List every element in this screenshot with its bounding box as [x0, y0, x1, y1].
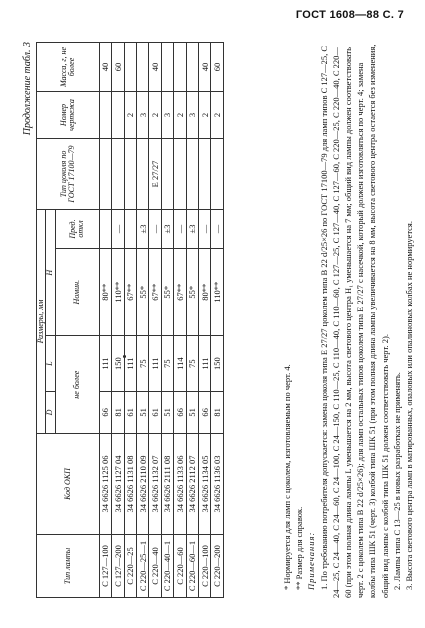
notes-block — [281, 42, 415, 598]
cell-type: С 220—60 — [174, 535, 186, 598]
cell-dev: ±3 — [161, 210, 173, 249]
cell-h: 55* — [161, 249, 173, 336]
cell-drawing — [99, 92, 111, 139]
table-row — [198, 43, 210, 598]
cell-mass: 40 — [149, 43, 161, 92]
cell-d: 61 — [149, 391, 161, 433]
col-nomin-header: Номин. — [55, 249, 99, 336]
cell-okp: 34 6626 1125 06 — [99, 434, 111, 535]
cell-type: С 220—25 — [124, 535, 136, 598]
cell-dev: — — [149, 210, 161, 249]
cell-l: 75 — [186, 336, 198, 391]
table-row — [124, 43, 136, 598]
cell-drawing — [112, 92, 124, 139]
cell-d: 66 — [99, 391, 111, 433]
cell-l: 111 — [99, 336, 111, 391]
cell-type: С 220—40 — [149, 535, 161, 598]
cell-base — [124, 139, 136, 210]
cell-base — [211, 139, 223, 210]
cell-type: С 220—40—1 — [161, 535, 173, 598]
cell-h: 67** — [149, 249, 161, 336]
cell-mass — [186, 43, 198, 92]
cell-okp: 34 6626 2110 09 — [136, 434, 148, 535]
cell-base — [99, 139, 111, 210]
cell-mass: 40 — [99, 43, 111, 92]
note-2: 2. Лампы типа С 13—25 в новых разработках не применять. — [391, 372, 402, 590]
col-sizes-header: Размеры, мм — [37, 210, 46, 434]
table-row — [211, 43, 223, 598]
note-1: 1. По требованию потребителя допускается: замена цоколя типа Е 27/27 цоколем типа В 22 d/25×26 по ГОСТ 17100—79 для ламп типов С 127—25, С 24—25, С 24—40, С 24—60, С 24—100, С 24—150, С 110—25, С 110—40, С 110—60, С 127—25, С 127—40, С 127—60, С 220—25, С 220—40, С 220—60 (при этом полная длина лампы L уменьшается на 2 мм, высота светового центра H₁ уменьшается на 7 мм; общий вид лампы должен соответствовать черт. 2 с цоколем типа В 22 d/25×26); для ламп остальных типов цоколем типа Е 27/27 с насечкой, который должен изготовляться по черт. 4; замена колбы типа ШК 51 (черт. 3) колбой типа ШК 51 (при этом полная длина лампы увеличивается на 8 мм, высота светового центра остается без изменения, общий вид лампы с колбой типа ШК 51 должен соответствовать черт. 2). — [318, 44, 390, 598]
cell-h: 55* — [136, 249, 148, 336]
cell-l: 150 — [112, 336, 124, 391]
cell-type: С 127—200 — [112, 535, 124, 598]
table-row — [149, 43, 161, 598]
cell-h: 80** — [99, 249, 111, 336]
col-mass-header: Масса, г, не более — [37, 43, 100, 92]
cell-type: С 220—60—1 — [186, 535, 198, 598]
cell-d: 81 — [112, 391, 124, 433]
cell-h: 67** — [124, 249, 136, 336]
table-row — [136, 43, 148, 598]
col-okp-header: Код ОКП — [37, 434, 100, 535]
cell-d: 51 — [161, 391, 173, 433]
cell-base — [112, 139, 124, 210]
cell-l: 111 — [198, 336, 210, 391]
table-continuation-label: Продолжение табл. 3 — [22, 42, 33, 136]
cell-dev: ±3 — [186, 210, 198, 249]
cell-drawing: 2 — [174, 92, 186, 139]
cell-h: 110** — [211, 249, 223, 336]
cell-l: 114 — [174, 336, 186, 391]
table-row — [99, 43, 111, 598]
cell-d: 61 — [124, 391, 136, 433]
lamp-table — [36, 42, 224, 598]
cell-d: 51 — [136, 391, 148, 433]
cell-drawing: 2 — [149, 92, 161, 139]
cell-dev: — — [198, 210, 210, 249]
cell-d: 66 — [174, 391, 186, 433]
cell-l: 75 — [161, 336, 173, 391]
cell-drawing: 2 — [198, 92, 210, 139]
cell-mass — [124, 43, 136, 92]
cell-okp: 34 6626 1132 07 — [149, 434, 161, 535]
cell-h: 67** — [174, 249, 186, 336]
cell-type: С 220—200 — [211, 535, 223, 598]
col-d-header: D — [46, 391, 55, 433]
cell-okp: 34 6626 1136 03 — [211, 434, 223, 535]
table-row — [186, 43, 198, 598]
cell-h: 80** — [198, 249, 210, 336]
cell-type: С 127—100 — [99, 535, 111, 598]
table-row — [174, 43, 186, 598]
cell-okp: 34 6626 2112 07 — [186, 434, 198, 535]
cell-drawing: 3 — [186, 92, 198, 139]
cell-drawing: 3 — [136, 92, 148, 139]
cell-mass: 60 — [211, 43, 223, 92]
cell-dev: — — [112, 210, 124, 249]
footnote-2: ** Размер для справок. — [294, 506, 305, 590]
cell-h: 110** — [112, 249, 124, 336]
col-l-header: L — [46, 336, 55, 391]
cell-type: С 220—100 — [198, 535, 210, 598]
cell-okp: 34 6626 2111 08 — [161, 434, 173, 535]
cell-d: 66 — [198, 391, 210, 433]
col-h-header: H — [46, 210, 55, 336]
cell-base — [161, 139, 173, 210]
cell-okp: 34 6626 1133 06 — [174, 434, 186, 535]
cell-l: 75 — [136, 336, 148, 391]
cell-dev — [124, 210, 136, 249]
col-type-header: Тип лампы — [37, 535, 100, 598]
cell-base — [198, 139, 210, 210]
col-not-more-header: не более — [55, 336, 99, 434]
page-header: ГОСТ 1608—88 С. 7 — [295, 9, 404, 21]
cell-h: 55* — [186, 249, 198, 336]
cell-dev — [99, 210, 111, 249]
cell-drawing: 2 — [124, 92, 136, 139]
cell-mass — [161, 43, 173, 92]
table-row — [112, 43, 124, 598]
cell-d: 81 — [211, 391, 223, 433]
cell-dev: — — [174, 210, 186, 249]
cell-base — [174, 139, 186, 210]
col-drawing-header: Номер чертежа — [37, 92, 100, 139]
cell-d: 51 — [186, 391, 198, 433]
cell-okp: 34 6626 1131 08 — [124, 434, 136, 535]
footnote-1: * Нормируется для ламп с цоколем, изготовляемым по черт. 4. — [282, 364, 292, 590]
cell-drawing: 3 — [161, 92, 173, 139]
cell-mass: 60 — [112, 43, 124, 92]
cell-drawing: 2 — [211, 92, 223, 139]
rotated-content — [22, 38, 417, 598]
notes-title: Примечания: — [306, 531, 317, 590]
note-3: 3. Высота светового центра ламп в матированных, опаловых или опалиновых колбах не нормируется. — [404, 221, 415, 590]
cell-okp: 34 6626 1127 04 — [112, 434, 124, 535]
cell-mass: 40 — [198, 43, 210, 92]
cell-type: С 220—25—1 — [136, 535, 148, 598]
cell-l: 111 — [149, 336, 161, 391]
cell-base — [186, 139, 198, 210]
cell-base: Е 27/27 — [149, 139, 161, 210]
cell-dev: — — [211, 210, 223, 249]
cell-l: 111 — [124, 336, 136, 391]
col-base-header: Тип цоколя по ГОСТ 17100—79 — [37, 139, 100, 210]
cell-mass — [174, 43, 186, 92]
cell-dev: ±3 — [136, 210, 148, 249]
cell-okp: 34 6626 1134 05 — [198, 434, 210, 535]
table-row — [161, 43, 173, 598]
cell-base — [136, 139, 148, 210]
col-dev-header: Пред. откл — [55, 210, 99, 249]
cell-mass — [136, 43, 148, 92]
cell-l: 150 — [211, 336, 223, 391]
